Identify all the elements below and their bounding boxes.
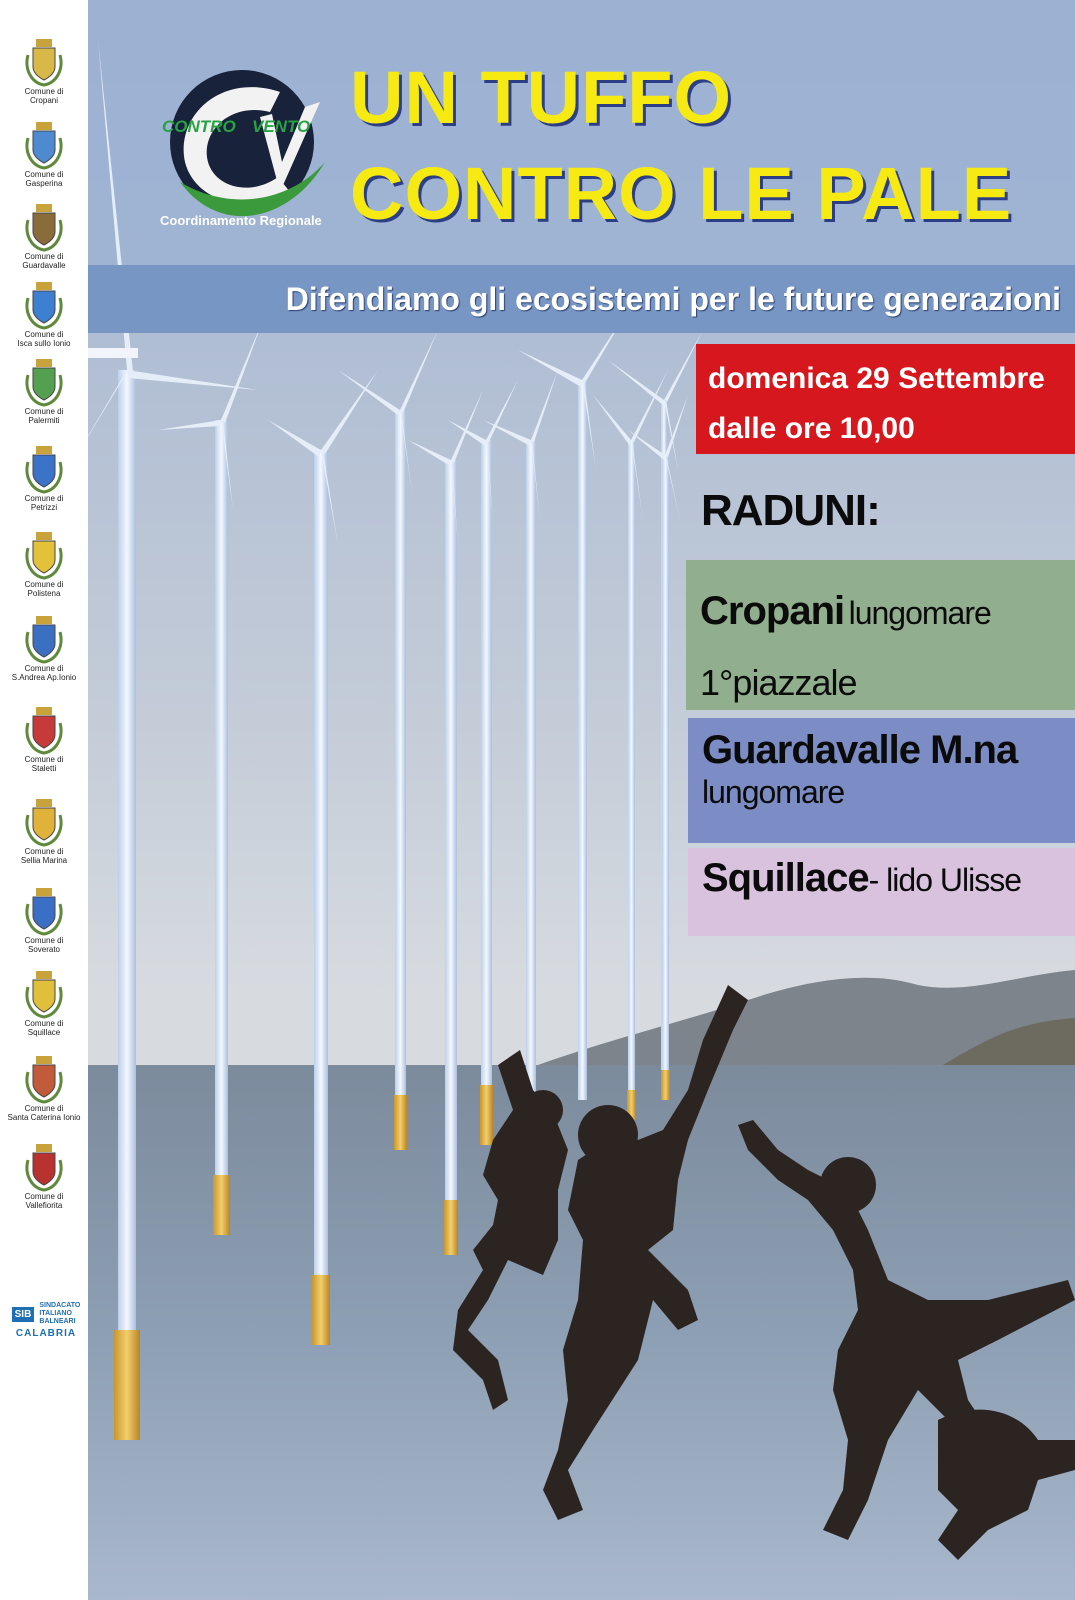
sib-region: CALABRIA	[15, 1328, 77, 1339]
crest-item	[0, 884, 88, 954]
crest-item	[0, 703, 88, 773]
event-date: domenica 29 Settembre	[708, 362, 1045, 395]
crest-label: Comune di Cropani	[24, 87, 64, 105]
logo-word-1: CONTRO	[162, 117, 236, 136]
crest-item	[0, 118, 88, 188]
crest-label: Comune di Petrizzi	[24, 494, 64, 512]
crest-label: Comune di Vallefiorita	[24, 1192, 64, 1210]
municipality-crest-icon	[22, 884, 66, 936]
sib-line-1: SINDACATO	[39, 1302, 81, 1309]
headline-line-1: UN TUFFO	[350, 56, 733, 139]
crest-label: Comune di Isca sullo Ionio	[17, 330, 71, 348]
place-name: Squillace	[702, 856, 869, 900]
municipality-crest-icon	[22, 612, 66, 664]
municipality-crest-icon	[22, 35, 66, 87]
municipality-crest-icon	[22, 1140, 66, 1192]
raduni-heading: RADUNI:	[701, 486, 880, 535]
crest-item	[0, 442, 88, 512]
municipality-crest-icon	[22, 200, 66, 252]
crest-label: Comune di Gasperina	[24, 170, 64, 188]
subtitle-band	[88, 265, 1075, 333]
municipality-crest-icon	[22, 967, 66, 1019]
poster-main	[88, 0, 1075, 1600]
crest-label: Comune di S.Andrea Ap.Ionio	[11, 664, 77, 682]
crest-label: Comune di Soverato	[24, 936, 64, 954]
meeting-point-cropani	[686, 560, 1075, 710]
logo-word-2: VENTO	[252, 117, 311, 136]
place-detail: lungomare	[702, 774, 845, 810]
crest-label: Comune di Sellia Marina	[20, 847, 68, 865]
sib-name	[39, 1302, 80, 1326]
controvento-logo	[160, 62, 330, 237]
municipality-crest-icon	[22, 278, 66, 330]
crest-item	[0, 795, 88, 865]
place-name: Cropani	[700, 589, 845, 633]
place-name: Guardavalle M.na	[702, 728, 1018, 772]
municipality-crest-icon	[22, 703, 66, 755]
municipality-crest-icon	[22, 795, 66, 847]
place-detail-2: 1°piazzale	[700, 662, 857, 703]
crest-item	[0, 1140, 88, 1210]
sib-abbr: SIB	[12, 1307, 35, 1322]
crest-item	[0, 278, 88, 348]
crest-item	[0, 967, 88, 1037]
municipality-crest-icon	[22, 1052, 66, 1104]
municipality-crest-icon	[22, 118, 66, 170]
event-date-box	[696, 344, 1075, 454]
meeting-point-squillace	[688, 848, 1075, 936]
headline	[350, 50, 1060, 242]
crest-item	[0, 612, 88, 682]
event-time: dalle ore 10,00	[708, 412, 915, 445]
headline-line-2: CONTRO LE PALE	[350, 152, 1013, 235]
crest-label: Comune di Palermiti	[24, 407, 64, 425]
meeting-point-guardavalle	[688, 718, 1075, 843]
crest-label: Comune di Santa Caterina Ionio	[7, 1104, 81, 1122]
municipality-sidebar	[0, 0, 88, 1600]
place-detail: - lido Ulisse	[868, 862, 1021, 898]
sib-line-2: ITALIANO	[39, 1310, 72, 1317]
crest-label: Comune di Guardavalle	[22, 252, 66, 270]
sib-logo	[8, 1302, 84, 1339]
crest-item	[0, 355, 88, 425]
place-detail: lungomare	[848, 595, 991, 631]
crest-item	[0, 528, 88, 598]
crest-label: Comune di Polistena	[24, 580, 64, 598]
municipality-crest-icon	[22, 528, 66, 580]
crest-item	[0, 35, 88, 105]
crest-item	[0, 1052, 88, 1122]
crest-item	[0, 200, 88, 270]
municipality-crest-icon	[22, 442, 66, 494]
municipality-crest-icon	[22, 355, 66, 407]
logo-caption: Coordinamento Regionale	[160, 213, 322, 228]
crest-label: Comune di Squillace	[24, 1019, 64, 1037]
sib-line-3: BALNEARI	[39, 1318, 76, 1325]
crest-label: Comune di Staletti	[24, 755, 64, 773]
subtitle: Difendiamo gli ecosistemi per le future generazioni	[285, 281, 1061, 317]
